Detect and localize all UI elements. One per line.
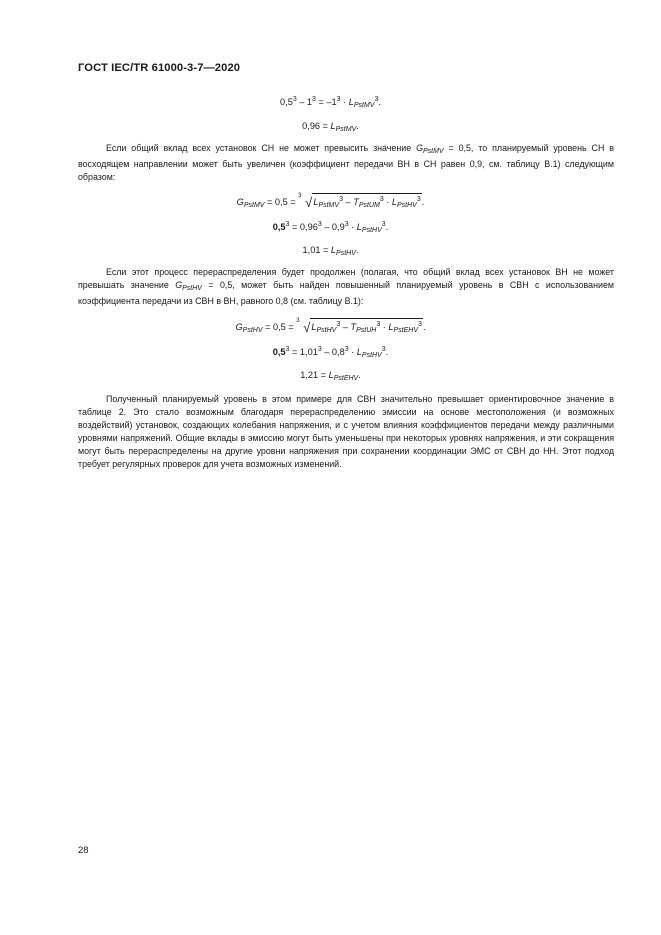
eq4-sup: 3 — [317, 221, 322, 228]
eq1-part: = –1 — [315, 97, 337, 107]
eq6-part: . — [422, 322, 426, 332]
eq1-part: – 1 — [296, 97, 313, 107]
eq3-sub: PstUM — [358, 202, 380, 209]
eq1-part: · — [340, 97, 349, 107]
eq6-var: T — [350, 322, 357, 332]
eq7-sup: 3 — [285, 346, 290, 353]
p1-sub: PstMV — [422, 148, 444, 155]
eq3-sup: 3 — [416, 196, 421, 203]
p2-text: = 0,5, может быть найден повышенный планируемый уровень в СВН с использованием коэффициента передачи из СВН в ВН, равного 0,8 (см. таблицу В.1): — [78, 280, 614, 307]
eq3-var: T — [353, 197, 359, 207]
eq4-part: · — [348, 222, 357, 232]
equation-1 — [0, 94, 661, 112]
eq1-sup: 3 — [312, 96, 316, 103]
root-index: 3 — [296, 318, 300, 324]
eq3-part: · — [383, 197, 392, 207]
eq3-sup: 3 — [379, 196, 384, 203]
eq2-part: 0,96 = — [302, 121, 331, 131]
eq3-sub: PstMV — [318, 202, 340, 209]
eq5-part: . — [355, 245, 359, 255]
eq6-var: G — [235, 322, 243, 332]
eq1-sub: PstMV — [353, 102, 375, 109]
eq6-part: · — [380, 322, 389, 332]
equation-6 — [0, 318, 661, 337]
p2-var: G — [175, 280, 183, 291]
eq4-var: L — [356, 222, 362, 232]
p2-text: Если этот процесс перераспределения будет продолжен (полагая, что общий вклад всех установок ВН не может превышать значение — [78, 267, 614, 291]
eq6-part: – — [340, 322, 351, 332]
eq6-part: = 0,5 = — [262, 322, 297, 332]
equation-2 — [0, 120, 661, 136]
eq3-cube-root — [298, 193, 424, 212]
eq6-sub: PstEHV — [393, 327, 419, 334]
eq4-sup: 3 — [285, 221, 290, 228]
eq7-part: · — [348, 347, 357, 357]
eq3-var: G — [236, 197, 244, 207]
eq8-var: L — [328, 370, 334, 380]
eq5-sub: PstHV — [336, 250, 356, 257]
eq4-part: . — [385, 222, 389, 232]
eq4-sup: 3 — [344, 221, 349, 228]
eq3-var: L — [313, 197, 319, 207]
equation-8 — [0, 369, 661, 385]
standard-designation: ГОСТ IEC/TR 61000-3-7—2020 — [78, 62, 241, 74]
eq3-sub: PstHV — [397, 202, 417, 209]
eq8-sub: PstEHV — [333, 375, 359, 382]
eq7-var: L — [356, 347, 362, 357]
eq1-sup: 3 — [374, 96, 379, 103]
eq3-sub: PstMV — [243, 202, 265, 209]
eq7-sub: PstHV — [361, 352, 382, 359]
eq7-part: = 1,01 — [289, 347, 318, 357]
eq2-var: L — [330, 121, 336, 131]
eq1-part: . — [378, 97, 381, 107]
eq6-sup: 3 — [418, 321, 422, 328]
eq8-part: . — [358, 370, 361, 380]
equation-7 — [0, 344, 661, 362]
root-index: 3 — [298, 193, 302, 199]
eq6-sub: PstHV — [316, 327, 337, 334]
eq7-sup: 3 — [344, 346, 349, 353]
eq5-part: 1,01 = — [302, 245, 331, 255]
eq7-part: – 0,8 — [321, 347, 345, 357]
eq1-sup: 3 — [336, 96, 341, 103]
page-number: 28 — [78, 845, 89, 856]
eq7-sup: 3 — [317, 346, 322, 353]
eq7-sup: 3 — [381, 346, 386, 353]
paragraph-1 — [78, 142, 614, 184]
p2-sub: PstHV — [182, 285, 202, 293]
equation-3 — [0, 193, 661, 212]
eq6-var: L — [388, 322, 394, 332]
eq4-part: = 0,96 — [289, 222, 318, 232]
eq8-part: 1,21 = — [300, 370, 329, 380]
eq3-var: L — [391, 197, 398, 207]
eq5-var: L — [330, 245, 337, 255]
eq1-part: 0,5 — [280, 97, 293, 107]
eq4-sup: 3 — [381, 221, 386, 228]
radical-sign: √ — [303, 320, 311, 335]
p1-var: G — [416, 143, 423, 153]
equation-5 — [0, 244, 661, 260]
eq2-part: . — [356, 121, 359, 131]
p1-text: = 0,5, то планируемый уровень СН в восходящем направлении может быть увеличен (коэффициент передачи ВН в СН равен 0,9, см. таблицу В.1) следующим образом: — [78, 143, 614, 183]
eq1-sup: 3 — [292, 96, 297, 103]
eq7-part: 0,5 — [272, 347, 286, 357]
eq6-cube-root — [296, 318, 425, 337]
eq4-sub: PstHV — [361, 227, 382, 234]
eq6-sup: 3 — [336, 321, 341, 328]
eq6-sub: PstUH — [356, 327, 377, 334]
eq3-part: . — [421, 197, 425, 207]
eq7-part: . — [385, 347, 389, 357]
eq6-sup: 3 — [376, 321, 381, 328]
eq3-part: = 0,5 = — [264, 197, 299, 207]
p1-text: Если общий вклад всех установок СН не может превысить значение — [106, 143, 417, 153]
eq4-part: 0,5 — [272, 222, 286, 232]
eq1-var: L — [348, 97, 354, 107]
eq3-sup: 3 — [339, 196, 343, 203]
eq3-part: – — [342, 197, 354, 207]
radicand — [310, 318, 423, 337]
eq6-sub: PstHV — [242, 327, 263, 334]
eq6-var: L — [311, 322, 317, 332]
paragraph-3: Полученный планируемый уровень в этом примере для СВН значительно превышает ориентировочное значение в таблице 2. Это стало возможным благодаря перераспределению эмиссии на основе местоположения (и возможных воздействий) установок, создающих колебания напряжения, и с учетом влияния коэффициентов передачи между различными уровнями напряжений. Общие вклады в эмиссию могут быть уменьшены при некоторых уровнях напряжения, и эти сокращения могут быть перераспределены на другие уровни напряжения при сохранении координации ЭМС от СВН до НН. Этот подход требует регулярных проверок для учета возможных изменений. — [78, 394, 614, 470]
eq4-part: – 0,9 — [321, 222, 345, 232]
paragraph-2 — [78, 266, 614, 308]
radicand — [312, 193, 421, 212]
equation-4 — [0, 219, 661, 237]
eq2-sub: PstMV — [335, 126, 357, 133]
radical-sign: √ — [305, 195, 313, 210]
